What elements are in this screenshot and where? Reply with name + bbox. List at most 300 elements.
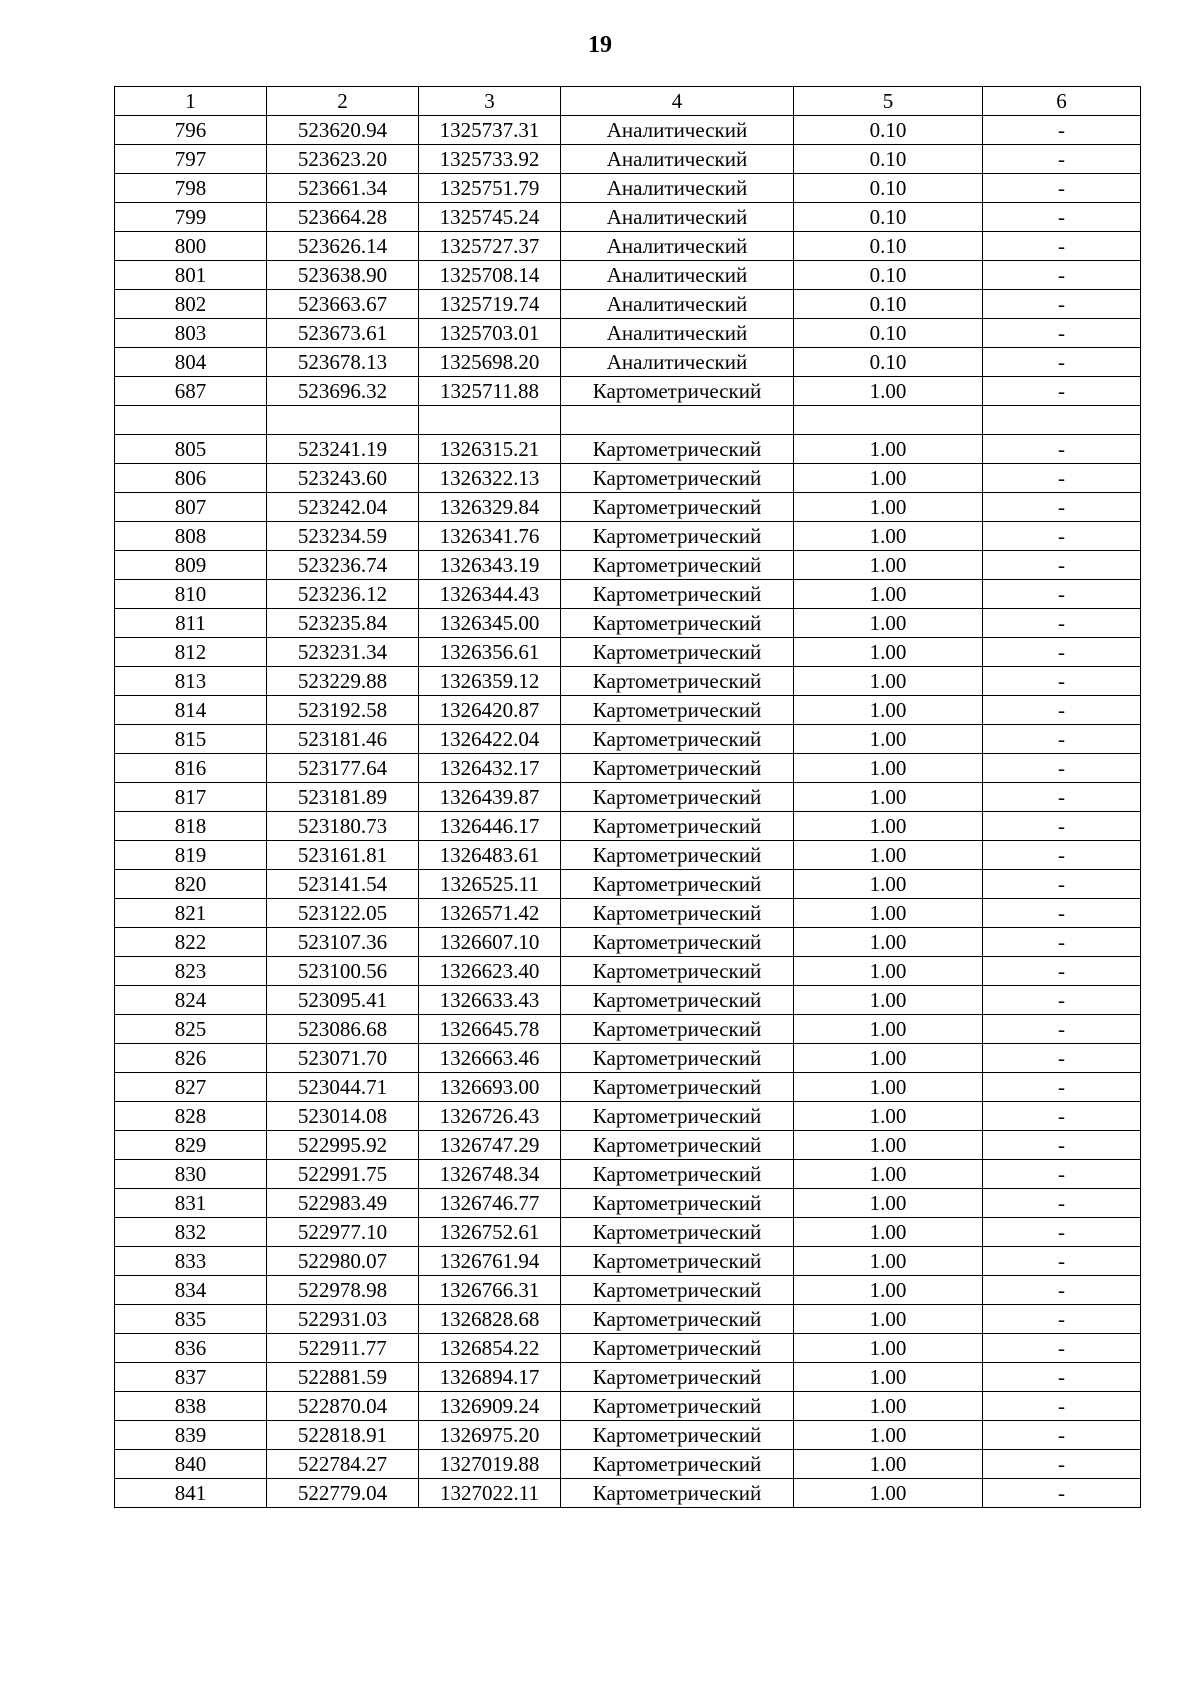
point-number-cell: 833 bbox=[115, 1247, 267, 1276]
description-cell: - bbox=[983, 1479, 1141, 1508]
description-cell: - bbox=[983, 435, 1141, 464]
point-number-cell: 819 bbox=[115, 841, 267, 870]
method-cell: Картометрический bbox=[561, 638, 794, 667]
y-coordinate-cell: 1326909.24 bbox=[419, 1392, 561, 1421]
y-coordinate-cell: 1326633.43 bbox=[419, 986, 561, 1015]
description-cell: - bbox=[983, 812, 1141, 841]
accuracy-cell: 1.00 bbox=[794, 1363, 983, 1392]
table-row bbox=[115, 1015, 1141, 1044]
point-number-cell: 797 bbox=[115, 145, 267, 174]
accuracy-cell: 0.10 bbox=[794, 319, 983, 348]
point-number-cell bbox=[115, 406, 267, 435]
accuracy-cell: 1.00 bbox=[794, 551, 983, 580]
point-number-cell: 835 bbox=[115, 1305, 267, 1334]
x-coordinate-cell: 523014.08 bbox=[267, 1102, 419, 1131]
accuracy-cell: 1.00 bbox=[794, 464, 983, 493]
accuracy-cell: 1.00 bbox=[794, 1015, 983, 1044]
method-cell: Картометрический bbox=[561, 725, 794, 754]
x-coordinate-cell: 523107.36 bbox=[267, 928, 419, 957]
point-number-cell: 818 bbox=[115, 812, 267, 841]
x-coordinate-cell bbox=[267, 406, 419, 435]
description-cell: - bbox=[983, 1102, 1141, 1131]
y-coordinate-cell: 1325737.31 bbox=[419, 116, 561, 145]
method-cell: Картометрический bbox=[561, 870, 794, 899]
table-row bbox=[115, 551, 1141, 580]
x-coordinate-cell: 523626.14 bbox=[267, 232, 419, 261]
table-row bbox=[115, 232, 1141, 261]
table-row bbox=[115, 1392, 1141, 1421]
point-number-cell: 687 bbox=[115, 377, 267, 406]
accuracy-cell: 1.00 bbox=[794, 1218, 983, 1247]
description-cell: - bbox=[983, 841, 1141, 870]
accuracy-cell: 0.10 bbox=[794, 116, 983, 145]
y-coordinate-cell: 1326828.68 bbox=[419, 1305, 561, 1334]
accuracy-cell: 1.00 bbox=[794, 1247, 983, 1276]
description-cell: - bbox=[983, 870, 1141, 899]
description-cell: - bbox=[983, 1305, 1141, 1334]
y-coordinate-cell: 1326322.13 bbox=[419, 464, 561, 493]
accuracy-cell: 0.10 bbox=[794, 203, 983, 232]
table-row bbox=[115, 261, 1141, 290]
method-cell: Картометрический bbox=[561, 1479, 794, 1508]
y-coordinate-cell: 1326746.77 bbox=[419, 1189, 561, 1218]
method-cell: Картометрический bbox=[561, 1073, 794, 1102]
description-cell: - bbox=[983, 580, 1141, 609]
point-number-cell: 825 bbox=[115, 1015, 267, 1044]
x-coordinate-cell: 523181.46 bbox=[267, 725, 419, 754]
y-coordinate-cell: 1326439.87 bbox=[419, 783, 561, 812]
y-coordinate-cell: 1325698.20 bbox=[419, 348, 561, 377]
accuracy-cell: 1.00 bbox=[794, 1044, 983, 1073]
point-number-cell: 808 bbox=[115, 522, 267, 551]
description-cell: - bbox=[983, 1247, 1141, 1276]
x-coordinate-cell: 523100.56 bbox=[267, 957, 419, 986]
x-coordinate-cell: 523095.41 bbox=[267, 986, 419, 1015]
table-row bbox=[115, 116, 1141, 145]
x-coordinate-cell: 523620.94 bbox=[267, 116, 419, 145]
description-cell: - bbox=[983, 1334, 1141, 1363]
x-coordinate-cell: 523161.81 bbox=[267, 841, 419, 870]
table-row bbox=[115, 1305, 1141, 1334]
table-row bbox=[115, 1073, 1141, 1102]
x-coordinate-cell: 523181.89 bbox=[267, 783, 419, 812]
y-coordinate-cell: 1326525.11 bbox=[419, 870, 561, 899]
x-coordinate-cell: 523242.04 bbox=[267, 493, 419, 522]
y-coordinate-cell: 1326693.00 bbox=[419, 1073, 561, 1102]
x-coordinate-cell: 523243.60 bbox=[267, 464, 419, 493]
method-cell: Картометрический bbox=[561, 464, 794, 493]
x-coordinate-cell: 522870.04 bbox=[267, 1392, 419, 1421]
x-coordinate-cell: 522818.91 bbox=[267, 1421, 419, 1450]
description-cell: - bbox=[983, 377, 1141, 406]
description-cell: - bbox=[983, 899, 1141, 928]
accuracy-cell: 1.00 bbox=[794, 870, 983, 899]
accuracy-cell: 1.00 bbox=[794, 1421, 983, 1450]
table-row bbox=[115, 377, 1141, 406]
x-coordinate-cell: 523229.88 bbox=[267, 667, 419, 696]
point-number-cell: 829 bbox=[115, 1131, 267, 1160]
accuracy-cell: 0.10 bbox=[794, 290, 983, 319]
method-cell: Картометрический bbox=[561, 1450, 794, 1479]
description-cell: - bbox=[983, 232, 1141, 261]
point-number-cell: 837 bbox=[115, 1363, 267, 1392]
table-row bbox=[115, 1334, 1141, 1363]
x-coordinate-cell: 522980.07 bbox=[267, 1247, 419, 1276]
y-coordinate-cell: 1325733.92 bbox=[419, 145, 561, 174]
description-cell: - bbox=[983, 290, 1141, 319]
x-coordinate-cell: 523044.71 bbox=[267, 1073, 419, 1102]
point-number-cell: 834 bbox=[115, 1276, 267, 1305]
y-coordinate-cell: 1326607.10 bbox=[419, 928, 561, 957]
description-cell: - bbox=[983, 754, 1141, 783]
point-number-cell: 840 bbox=[115, 1450, 267, 1479]
point-number-cell: 812 bbox=[115, 638, 267, 667]
x-coordinate-cell: 523623.20 bbox=[267, 145, 419, 174]
point-number-cell: 821 bbox=[115, 899, 267, 928]
table-row bbox=[115, 406, 1141, 435]
point-number-cell: 815 bbox=[115, 725, 267, 754]
x-coordinate-cell: 523235.84 bbox=[267, 609, 419, 638]
y-coordinate-cell: 1326432.17 bbox=[419, 754, 561, 783]
accuracy-cell: 1.00 bbox=[794, 493, 983, 522]
y-coordinate-cell: 1326752.61 bbox=[419, 1218, 561, 1247]
y-coordinate-cell: 1326420.87 bbox=[419, 696, 561, 725]
header-row bbox=[115, 87, 1141, 116]
x-coordinate-cell: 523673.61 bbox=[267, 319, 419, 348]
y-coordinate-cell: 1326345.00 bbox=[419, 609, 561, 638]
table-row bbox=[115, 1421, 1141, 1450]
x-coordinate-cell: 523192.58 bbox=[267, 696, 419, 725]
x-coordinate-cell: 523086.68 bbox=[267, 1015, 419, 1044]
accuracy-cell: 1.00 bbox=[794, 1073, 983, 1102]
accuracy-cell: 1.00 bbox=[794, 1334, 983, 1363]
y-coordinate-cell: 1326422.04 bbox=[419, 725, 561, 754]
method-cell: Картометрический bbox=[561, 551, 794, 580]
table-row bbox=[115, 1160, 1141, 1189]
point-number-cell: 838 bbox=[115, 1392, 267, 1421]
description-cell: - bbox=[983, 1421, 1141, 1450]
y-coordinate-cell: 1326356.61 bbox=[419, 638, 561, 667]
accuracy-cell: 1.00 bbox=[794, 783, 983, 812]
method-cell: Картометрический bbox=[561, 754, 794, 783]
method-cell: Картометрический bbox=[561, 1363, 794, 1392]
description-cell: - bbox=[983, 928, 1141, 957]
point-number-cell: 823 bbox=[115, 957, 267, 986]
point-number-cell: 824 bbox=[115, 986, 267, 1015]
accuracy-cell: 1.00 bbox=[794, 638, 983, 667]
method-cell: Аналитический bbox=[561, 203, 794, 232]
x-coordinate-cell: 523122.05 bbox=[267, 899, 419, 928]
y-coordinate-cell: 1326341.76 bbox=[419, 522, 561, 551]
description-cell: - bbox=[983, 783, 1141, 812]
table-row bbox=[115, 1102, 1141, 1131]
description-cell: - bbox=[983, 1073, 1141, 1102]
x-coordinate-cell: 523236.12 bbox=[267, 580, 419, 609]
y-coordinate-cell: 1326894.17 bbox=[419, 1363, 561, 1392]
accuracy-cell: 1.00 bbox=[794, 899, 983, 928]
description-cell: - bbox=[983, 1189, 1141, 1218]
y-coordinate-cell: 1326766.31 bbox=[419, 1276, 561, 1305]
description-cell: - bbox=[983, 667, 1141, 696]
table-row bbox=[115, 667, 1141, 696]
accuracy-cell: 1.00 bbox=[794, 928, 983, 957]
table-row bbox=[115, 870, 1141, 899]
method-cell: Картометрический bbox=[561, 667, 794, 696]
table-row bbox=[115, 609, 1141, 638]
x-coordinate-cell: 523180.73 bbox=[267, 812, 419, 841]
x-coordinate-cell: 523678.13 bbox=[267, 348, 419, 377]
x-coordinate-cell: 523177.64 bbox=[267, 754, 419, 783]
description-cell: - bbox=[983, 319, 1141, 348]
description-cell bbox=[983, 406, 1141, 435]
method-cell: Картометрический bbox=[561, 696, 794, 725]
header-col-6: 6 bbox=[983, 87, 1141, 116]
table-row bbox=[115, 493, 1141, 522]
y-coordinate-cell bbox=[419, 406, 561, 435]
accuracy-cell: 1.00 bbox=[794, 667, 983, 696]
x-coordinate-cell: 523231.34 bbox=[267, 638, 419, 667]
accuracy-cell: 1.00 bbox=[794, 1276, 983, 1305]
accuracy-cell: 0.10 bbox=[794, 232, 983, 261]
method-cell: Картометрический bbox=[561, 1131, 794, 1160]
x-coordinate-cell: 522978.98 bbox=[267, 1276, 419, 1305]
y-coordinate-cell: 1326854.22 bbox=[419, 1334, 561, 1363]
x-coordinate-cell: 523696.32 bbox=[267, 377, 419, 406]
accuracy-cell: 1.00 bbox=[794, 1160, 983, 1189]
table-row bbox=[115, 812, 1141, 841]
point-number-cell: 816 bbox=[115, 754, 267, 783]
method-cell: Картометрический bbox=[561, 957, 794, 986]
description-cell: - bbox=[983, 261, 1141, 290]
method-cell: Картометрический bbox=[561, 1015, 794, 1044]
method-cell: Картометрический bbox=[561, 986, 794, 1015]
x-coordinate-cell: 522931.03 bbox=[267, 1305, 419, 1334]
point-number-cell: 827 bbox=[115, 1073, 267, 1102]
header-col-1: 1 bbox=[115, 87, 267, 116]
y-coordinate-cell: 1326571.42 bbox=[419, 899, 561, 928]
table-row bbox=[115, 754, 1141, 783]
point-number-cell: 807 bbox=[115, 493, 267, 522]
point-number-cell: 799 bbox=[115, 203, 267, 232]
y-coordinate-cell: 1326747.29 bbox=[419, 1131, 561, 1160]
table-row bbox=[115, 174, 1141, 203]
table-row bbox=[115, 1131, 1141, 1160]
point-number-cell: 841 bbox=[115, 1479, 267, 1508]
table-row bbox=[115, 319, 1141, 348]
x-coordinate-cell: 523663.67 bbox=[267, 290, 419, 319]
table-row bbox=[115, 1189, 1141, 1218]
point-number-cell: 822 bbox=[115, 928, 267, 957]
point-number-cell: 798 bbox=[115, 174, 267, 203]
point-number-cell: 813 bbox=[115, 667, 267, 696]
y-coordinate-cell: 1326726.43 bbox=[419, 1102, 561, 1131]
table-row bbox=[115, 957, 1141, 986]
description-cell: - bbox=[983, 493, 1141, 522]
x-coordinate-cell: 522911.77 bbox=[267, 1334, 419, 1363]
x-coordinate-cell: 523241.19 bbox=[267, 435, 419, 464]
point-number-cell: 796 bbox=[115, 116, 267, 145]
y-coordinate-cell: 1326343.19 bbox=[419, 551, 561, 580]
point-number-cell: 828 bbox=[115, 1102, 267, 1131]
point-number-cell: 814 bbox=[115, 696, 267, 725]
description-cell: - bbox=[983, 551, 1141, 580]
method-cell: Картометрический bbox=[561, 435, 794, 464]
description-cell: - bbox=[983, 1392, 1141, 1421]
method-cell: Картометрический bbox=[561, 377, 794, 406]
y-coordinate-cell: 1326315.21 bbox=[419, 435, 561, 464]
y-coordinate-cell: 1326359.12 bbox=[419, 667, 561, 696]
point-number-cell: 832 bbox=[115, 1218, 267, 1247]
description-cell: - bbox=[983, 348, 1141, 377]
y-coordinate-cell: 1325745.24 bbox=[419, 203, 561, 232]
x-coordinate-cell: 523664.28 bbox=[267, 203, 419, 232]
header-col-3: 3 bbox=[419, 87, 561, 116]
y-coordinate-cell: 1325708.14 bbox=[419, 261, 561, 290]
header-col-5: 5 bbox=[794, 87, 983, 116]
x-coordinate-cell: 523236.74 bbox=[267, 551, 419, 580]
table-row bbox=[115, 1218, 1141, 1247]
method-cell: Аналитический bbox=[561, 261, 794, 290]
accuracy-cell: 1.00 bbox=[794, 725, 983, 754]
y-coordinate-cell: 1326663.46 bbox=[419, 1044, 561, 1073]
description-cell: - bbox=[983, 1131, 1141, 1160]
y-coordinate-cell: 1326623.40 bbox=[419, 957, 561, 986]
point-number-cell: 839 bbox=[115, 1421, 267, 1450]
method-cell: Картометрический bbox=[561, 1160, 794, 1189]
table-row bbox=[115, 435, 1141, 464]
y-coordinate-cell: 1326329.84 bbox=[419, 493, 561, 522]
accuracy-cell: 1.00 bbox=[794, 754, 983, 783]
description-cell: - bbox=[983, 203, 1141, 232]
coordinates-table bbox=[114, 86, 1141, 1508]
accuracy-cell: 1.00 bbox=[794, 841, 983, 870]
accuracy-cell: 1.00 bbox=[794, 609, 983, 638]
accuracy-cell: 1.00 bbox=[794, 986, 983, 1015]
point-number-cell: 802 bbox=[115, 290, 267, 319]
accuracy-cell bbox=[794, 406, 983, 435]
point-number-cell: 801 bbox=[115, 261, 267, 290]
y-coordinate-cell: 1326645.78 bbox=[419, 1015, 561, 1044]
accuracy-cell: 0.10 bbox=[794, 348, 983, 377]
accuracy-cell: 1.00 bbox=[794, 957, 983, 986]
description-cell: - bbox=[983, 638, 1141, 667]
point-number-cell: 820 bbox=[115, 870, 267, 899]
method-cell: Картометрический bbox=[561, 522, 794, 551]
point-number-cell: 806 bbox=[115, 464, 267, 493]
y-coordinate-cell: 1326761.94 bbox=[419, 1247, 561, 1276]
table-row bbox=[115, 522, 1141, 551]
x-coordinate-cell: 522991.75 bbox=[267, 1160, 419, 1189]
y-coordinate-cell: 1325751.79 bbox=[419, 174, 561, 203]
method-cell: Картометрический bbox=[561, 783, 794, 812]
table-header bbox=[115, 87, 1141, 116]
table-row bbox=[115, 638, 1141, 667]
x-coordinate-cell: 523071.70 bbox=[267, 1044, 419, 1073]
point-number-cell: 804 bbox=[115, 348, 267, 377]
method-cell: Картометрический bbox=[561, 1247, 794, 1276]
x-coordinate-cell: 522983.49 bbox=[267, 1189, 419, 1218]
x-coordinate-cell: 522779.04 bbox=[267, 1479, 419, 1508]
x-coordinate-cell: 522784.27 bbox=[267, 1450, 419, 1479]
y-coordinate-cell: 1325719.74 bbox=[419, 290, 561, 319]
description-cell: - bbox=[983, 1276, 1141, 1305]
accuracy-cell: 0.10 bbox=[794, 261, 983, 290]
method-cell: Картометрический bbox=[561, 580, 794, 609]
table-row bbox=[115, 1247, 1141, 1276]
accuracy-cell: 1.00 bbox=[794, 377, 983, 406]
table-row bbox=[115, 464, 1141, 493]
table-row bbox=[115, 696, 1141, 725]
header-col-4: 4 bbox=[561, 87, 794, 116]
accuracy-cell: 1.00 bbox=[794, 1479, 983, 1508]
table-row bbox=[115, 986, 1141, 1015]
table-row bbox=[115, 348, 1141, 377]
method-cell: Картометрический bbox=[561, 1044, 794, 1073]
x-coordinate-cell: 523661.34 bbox=[267, 174, 419, 203]
table-row bbox=[115, 899, 1141, 928]
description-cell: - bbox=[983, 116, 1141, 145]
y-coordinate-cell: 1325703.01 bbox=[419, 319, 561, 348]
table-row bbox=[115, 290, 1141, 319]
y-coordinate-cell: 1326975.20 bbox=[419, 1421, 561, 1450]
y-coordinate-cell: 1327019.88 bbox=[419, 1450, 561, 1479]
x-coordinate-cell: 522881.59 bbox=[267, 1363, 419, 1392]
y-coordinate-cell: 1326483.61 bbox=[419, 841, 561, 870]
description-cell: - bbox=[983, 725, 1141, 754]
description-cell: - bbox=[983, 145, 1141, 174]
table-row bbox=[115, 1276, 1141, 1305]
point-number-cell: 830 bbox=[115, 1160, 267, 1189]
description-cell: - bbox=[983, 1015, 1141, 1044]
accuracy-cell: 0.10 bbox=[794, 145, 983, 174]
description-cell: - bbox=[983, 986, 1141, 1015]
point-number-cell: 836 bbox=[115, 1334, 267, 1363]
method-cell: Картометрический bbox=[561, 928, 794, 957]
description-cell: - bbox=[983, 957, 1141, 986]
point-number-cell: 805 bbox=[115, 435, 267, 464]
y-coordinate-cell: 1325711.88 bbox=[419, 377, 561, 406]
method-cell: Аналитический bbox=[561, 319, 794, 348]
method-cell: Картометрический bbox=[561, 1102, 794, 1131]
table-row bbox=[115, 1363, 1141, 1392]
table-row bbox=[115, 841, 1141, 870]
accuracy-cell: 1.00 bbox=[794, 1305, 983, 1334]
page-number: 19 bbox=[588, 32, 612, 58]
description-cell: - bbox=[983, 522, 1141, 551]
table-row bbox=[115, 1450, 1141, 1479]
method-cell: Картометрический bbox=[561, 1392, 794, 1421]
accuracy-cell: 1.00 bbox=[794, 696, 983, 725]
table-body bbox=[115, 116, 1141, 1508]
method-cell: Картометрический bbox=[561, 899, 794, 928]
y-coordinate-cell: 1327022.11 bbox=[419, 1479, 561, 1508]
method-cell: Аналитический bbox=[561, 174, 794, 203]
point-number-cell: 803 bbox=[115, 319, 267, 348]
table-row bbox=[115, 725, 1141, 754]
y-coordinate-cell: 1325727.37 bbox=[419, 232, 561, 261]
accuracy-cell: 0.10 bbox=[794, 174, 983, 203]
method-cell: Аналитический bbox=[561, 290, 794, 319]
accuracy-cell: 1.00 bbox=[794, 1392, 983, 1421]
accuracy-cell: 1.00 bbox=[794, 1102, 983, 1131]
y-coordinate-cell: 1326446.17 bbox=[419, 812, 561, 841]
accuracy-cell: 1.00 bbox=[794, 1131, 983, 1160]
table-row bbox=[115, 1479, 1141, 1508]
method-cell: Картометрический bbox=[561, 609, 794, 638]
method-cell: Картометрический bbox=[561, 1218, 794, 1247]
method-cell: Картометрический bbox=[561, 493, 794, 522]
description-cell: - bbox=[983, 174, 1141, 203]
